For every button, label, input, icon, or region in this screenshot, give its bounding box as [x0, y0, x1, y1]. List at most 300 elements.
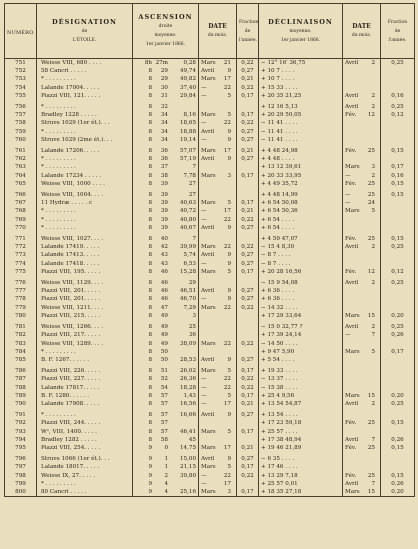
- year-fraction: 0,22: [237, 84, 259, 92]
- date-of-month-2: [343, 172, 381, 180]
- declination: + 9 47 5,90: [259, 348, 343, 356]
- declination: + 20 28 16,56: [259, 268, 343, 276]
- ra-seconds: 49,74: [179, 68, 196, 75]
- right-ascension: [133, 400, 199, 408]
- month: Mars: [201, 428, 216, 435]
- table-row: [5, 180, 415, 188]
- date-of-month-2: [343, 320, 381, 331]
- ra-minutes: 50: [160, 348, 168, 355]
- ra-seconds: 45: [188, 436, 196, 443]
- table-row: [5, 312, 415, 320]
- date-of-month: [199, 128, 237, 136]
- date-of-month: [199, 400, 237, 408]
- date-of-month: [199, 199, 237, 207]
- table-row: [5, 480, 415, 488]
- day: 17: [223, 480, 231, 487]
- day: 22: [223, 340, 231, 347]
- table-row: [5, 84, 415, 92]
- declination: + 6 36 . . . .: [259, 295, 343, 303]
- ra-hours: 8: [148, 172, 152, 179]
- year-fraction-2: [381, 224, 415, 232]
- star-designation: Piazzi VIII, 244. . . . .: [37, 419, 133, 427]
- table-row: [5, 276, 415, 287]
- right-ascension: [133, 375, 199, 383]
- day: 7: [371, 332, 375, 339]
- day: 22: [223, 376, 231, 383]
- month: —: [201, 480, 207, 487]
- year-fraction-2: 0,26: [381, 331, 415, 339]
- year-fraction: 0,17: [237, 268, 259, 276]
- year-fraction-2: 0,20: [381, 392, 415, 400]
- table-row: [5, 331, 415, 339]
- year-fraction: [237, 163, 259, 171]
- year-fraction: 0,17: [237, 199, 259, 207]
- year-fraction: 0,17: [237, 92, 259, 100]
- date-of-month: [199, 304, 237, 312]
- row-number: 774: [5, 260, 37, 268]
- month: —: [201, 208, 207, 215]
- ra-minutes: 4: [164, 488, 168, 495]
- date-of-month-2: [343, 243, 381, 251]
- row-number: 793: [5, 428, 37, 436]
- month: Avril: [345, 104, 359, 111]
- right-ascension: [133, 216, 199, 224]
- month: Avril: [345, 436, 359, 443]
- day: 22: [223, 304, 231, 311]
- right-ascension: [133, 331, 199, 339]
- month: Avril: [201, 456, 215, 463]
- ra-seconds: 0,28: [183, 60, 196, 66]
- ra-hours: 8h: [144, 60, 152, 66]
- month: Avril: [345, 400, 359, 407]
- month: —: [201, 260, 207, 267]
- month: Avril: [201, 288, 215, 295]
- table-row: [5, 207, 415, 215]
- ra-seconds: 57,19: [179, 156, 196, 163]
- ra-hours: 8: [148, 128, 152, 135]
- ra-seconds: 3: [192, 312, 196, 319]
- declination: + 6 54 . . . .: [259, 216, 343, 224]
- ra-minutes: 39: [160, 224, 168, 231]
- star-designation: Lalande 17817. . . . .: [37, 384, 133, 392]
- table-row: [5, 268, 415, 276]
- table-row: [5, 188, 415, 199]
- star-designation: Lalande 17413. . . . .: [37, 251, 133, 259]
- month: Fév.: [345, 268, 357, 275]
- star-designation: Bradley 1228 . . . . .: [37, 111, 133, 119]
- row-number: 759: [5, 128, 37, 136]
- ra-minutes: 57: [160, 400, 168, 407]
- row-number: 782: [5, 331, 37, 339]
- ra-hours: 8: [148, 280, 152, 287]
- year-fraction: 0,22: [237, 304, 259, 312]
- ra-minutes: 57: [160, 428, 168, 435]
- month: Avril: [201, 156, 215, 163]
- declination: + 5 54 . . . .: [259, 356, 343, 364]
- star-designation: * . . . . . . . . .: [37, 207, 133, 215]
- right-ascension: [133, 488, 199, 497]
- date-of-month: [199, 444, 237, 452]
- ra-hours: 8: [148, 332, 152, 339]
- day: 5: [227, 112, 231, 119]
- year-fraction-2: [381, 287, 415, 295]
- table-row: [5, 75, 415, 83]
- year-fraction: 0,22: [237, 340, 259, 348]
- ra-seconds: 39,99: [179, 244, 196, 251]
- row-number: 769: [5, 216, 37, 224]
- date-of-month: [199, 320, 237, 331]
- ra-hours: 8: [148, 324, 152, 331]
- date-of-month: [199, 92, 237, 100]
- year-fraction: 0,17: [237, 463, 259, 471]
- ra-minutes: 38: [160, 172, 168, 179]
- date-of-month-2: [343, 84, 381, 92]
- ra-hours: 8: [148, 156, 152, 163]
- year-fraction: [237, 348, 259, 356]
- date-of-month: [199, 84, 237, 92]
- ra-seconds: 28,53: [179, 356, 196, 363]
- year-fraction-2: [381, 199, 415, 207]
- row-number: 789: [5, 392, 37, 400]
- month: Mars: [345, 348, 360, 355]
- star-designation: Lalande 17234 . . . . .: [37, 172, 133, 180]
- declination: + 4 48 24,98: [259, 144, 343, 155]
- day: 5: [227, 428, 231, 435]
- ra-minutes: 34: [160, 120, 168, 127]
- ra-minutes: 46: [160, 296, 168, 303]
- star-designation: Weisse VIII, 1289. . . .: [37, 340, 133, 348]
- ra-minutes: 49: [160, 332, 168, 339]
- month: Mars: [201, 200, 216, 207]
- right-ascension: [133, 348, 199, 356]
- right-ascension: [133, 304, 199, 312]
- year-fraction: [237, 436, 259, 444]
- ra-hours: 8: [148, 392, 152, 399]
- day: 9: [227, 288, 231, 295]
- year-fraction: 0,27: [237, 408, 259, 419]
- year-fraction: 0,21: [237, 75, 259, 83]
- year-fraction-2: 0,25: [381, 276, 415, 287]
- right-ascension: [133, 119, 199, 127]
- ra-seconds: 36: [188, 332, 196, 339]
- star-designation: Piazzi VIII, 227. . . . .: [37, 375, 133, 383]
- day: 5: [227, 92, 231, 99]
- month: —: [201, 120, 207, 127]
- month: Avril: [201, 128, 215, 135]
- day: 7: [371, 436, 375, 443]
- day: 15: [367, 488, 375, 495]
- year-fraction: 0,22: [237, 472, 259, 480]
- right-ascension: [133, 243, 199, 251]
- table-row: [5, 216, 415, 224]
- declination: + 17 23 59,18: [259, 419, 343, 427]
- day: 7: [371, 480, 375, 487]
- date-of-month-2: [343, 340, 381, 348]
- month: —: [345, 192, 351, 199]
- star-designation: Weisse VIII, 1004. . . .: [37, 188, 133, 199]
- date-of-month: [199, 111, 237, 119]
- row-number: 752: [5, 67, 37, 75]
- year-fraction: 0,27: [237, 224, 259, 232]
- day: 17: [223, 400, 231, 407]
- month: Avril: [201, 68, 215, 75]
- year-fraction-2: 0,25: [381, 100, 415, 111]
- ra-minutes: 54: [160, 384, 168, 391]
- right-ascension: [133, 188, 199, 199]
- ra-minutes: 27m: [155, 60, 168, 66]
- date-of-month-2: [343, 463, 381, 471]
- ra-minutes: 36: [160, 156, 168, 163]
- year-fraction: 0,27: [237, 155, 259, 163]
- date-of-month-2: [343, 260, 381, 268]
- year-fraction-2: [381, 356, 415, 364]
- date-of-month: [199, 295, 237, 303]
- star-catalogue-table: [4, 3, 415, 497]
- month: —: [201, 400, 207, 407]
- date-of-month-2: [343, 452, 381, 463]
- date-of-month-2: [343, 408, 381, 419]
- right-ascension: [133, 260, 199, 268]
- right-ascension: [133, 312, 199, 320]
- table-row: [5, 111, 415, 119]
- date-of-month: [199, 155, 237, 163]
- day: 2: [371, 280, 375, 287]
- date-of-month: [199, 119, 237, 127]
- ra-hours: 8: [148, 288, 152, 295]
- star-designation: Wᵉ, VIII, 1400. . . . .: [37, 428, 133, 436]
- date-of-month: [199, 364, 237, 375]
- ra-hours: 8: [148, 164, 152, 171]
- table-row: [5, 67, 415, 75]
- date-of-month-2: [343, 287, 381, 295]
- right-ascension: [133, 340, 199, 348]
- day: 2: [371, 244, 375, 251]
- year-fraction: 0,27: [237, 452, 259, 463]
- ra-hours: 8: [148, 348, 152, 355]
- day: 17: [223, 208, 231, 215]
- ra-minutes: 1: [164, 464, 168, 471]
- table-row: [5, 348, 415, 356]
- date-of-month: [199, 472, 237, 480]
- ra-hours: 8: [148, 304, 152, 311]
- month: Mars: [345, 208, 360, 215]
- declination: + 20 29 50,05: [259, 111, 343, 119]
- year-fraction-2: 0,15: [381, 232, 415, 243]
- declination: + 6 54 50,08: [259, 199, 343, 207]
- row-number: 797: [5, 463, 37, 471]
- year-fraction: 0,21: [237, 207, 259, 215]
- right-ascension: [133, 384, 199, 392]
- day: 22: [223, 384, 231, 391]
- row-number: 783: [5, 340, 37, 348]
- star-designation: Piazzi VIII, 217. . . . .: [37, 331, 133, 339]
- star-designation: Struve 1066 (1er ét.). . .: [37, 452, 133, 463]
- year-fraction: 0,21: [237, 400, 259, 408]
- row-number: 767: [5, 199, 37, 207]
- ra-minutes: 46: [160, 288, 168, 295]
- ra-minutes: 4: [164, 480, 168, 487]
- declination: + 6 54 50,36: [259, 207, 343, 215]
- declination: + 20 33 33,95: [259, 172, 343, 180]
- ra-hours: 8: [148, 92, 152, 99]
- row-number: 791: [5, 408, 37, 419]
- ra-hours: 8: [148, 252, 152, 259]
- star-designation: Lalande 17418. . . . .: [37, 260, 133, 268]
- year-fraction-2: 0,15: [381, 180, 415, 188]
- declination: + 25 4 9,56: [259, 392, 343, 400]
- month: Avril: [345, 280, 359, 287]
- day: 24: [367, 200, 375, 207]
- table-row: [5, 428, 415, 436]
- ra-seconds: 40,63: [179, 200, 196, 207]
- month: Mars: [201, 172, 216, 179]
- header-date: DATE du mois.: [199, 4, 237, 59]
- declination: − 11 41 . . . .: [259, 136, 343, 144]
- table-row: [5, 436, 415, 444]
- right-ascension: [133, 287, 199, 295]
- month: Mars: [201, 148, 216, 155]
- ra-minutes: 42: [160, 244, 168, 251]
- row-number: 758: [5, 119, 37, 127]
- year-fraction: 0,22: [237, 119, 259, 127]
- day: 22: [223, 472, 231, 479]
- ra-hours: 8: [148, 436, 152, 443]
- ra-hours: 8: [148, 68, 152, 75]
- year-fraction: 0,21: [237, 444, 259, 452]
- date-of-month: [199, 180, 237, 188]
- month: —: [201, 136, 207, 143]
- date-of-month-2: [343, 488, 381, 497]
- day: 9: [227, 456, 231, 463]
- ra-seconds: 29: [188, 280, 196, 287]
- row-number: 795: [5, 444, 37, 452]
- year-fraction-2: [381, 128, 415, 136]
- date-of-month-2: [343, 480, 381, 488]
- star-designation: Piazzi VIII, 195. . . . .: [37, 268, 133, 276]
- month: Avril: [345, 244, 359, 251]
- month: Fév.: [345, 148, 357, 155]
- date-of-month-2: [343, 136, 381, 144]
- year-fraction-2: 0,17: [381, 163, 415, 171]
- ra-seconds: 40,72: [179, 208, 196, 215]
- day: 22: [223, 244, 231, 251]
- declination: + 6 36 . . . .: [259, 287, 343, 295]
- ra-seconds: 15,28: [179, 268, 196, 275]
- table-row: [5, 119, 415, 127]
- year-fraction-2: 0,26: [381, 436, 415, 444]
- date-of-month-2: [343, 384, 381, 392]
- day: 9: [227, 128, 231, 135]
- star-designation: Struve 1029 (1er ét.). . .: [37, 119, 133, 127]
- year-fraction: 0,17: [237, 172, 259, 180]
- date-of-month: [199, 260, 237, 268]
- declination: − 15 0 32,77 ?: [259, 320, 343, 331]
- ra-seconds: 21,15: [179, 464, 196, 471]
- ra-minutes: 49: [160, 312, 168, 319]
- right-ascension: [133, 136, 199, 144]
- year-fraction: 0,17: [237, 111, 259, 119]
- declination: + 19 46 21,89: [259, 444, 343, 452]
- declination: + 13 54 54,87: [259, 400, 343, 408]
- right-ascension: [133, 251, 199, 259]
- declination: − 13 37 . . . .: [259, 375, 343, 383]
- year-fraction: [237, 331, 259, 339]
- ra-seconds: 40,67: [179, 224, 196, 231]
- declination: − 8 7 . . . .: [259, 251, 343, 259]
- month: Fév.: [345, 236, 357, 243]
- year-fraction-2: [381, 75, 415, 83]
- row-number: 754: [5, 84, 37, 92]
- right-ascension: [133, 232, 199, 243]
- row-number: 800: [5, 488, 37, 497]
- ra-minutes: 39: [160, 192, 168, 199]
- day: 9: [227, 156, 231, 163]
- row-number: 787: [5, 375, 37, 383]
- year-fraction-2: [381, 216, 415, 224]
- ra-seconds: 7,29: [183, 304, 196, 311]
- day: 9: [227, 136, 231, 143]
- star-designation: * . . . . . . . . .: [37, 128, 133, 136]
- day: 25: [367, 444, 375, 451]
- date-of-month: [199, 452, 237, 463]
- table-row: [5, 356, 415, 364]
- declination: + 25 57 . . . .: [259, 428, 343, 436]
- year-fraction-2: 0,15: [381, 188, 415, 199]
- date-of-month-2: [343, 163, 381, 171]
- year-fraction: [237, 419, 259, 427]
- star-designation: Piazzi VIII, 201. . . . .: [37, 295, 133, 303]
- ra-hours: 8: [148, 420, 152, 427]
- year-fraction: 0,27: [237, 251, 259, 259]
- star-designation: Struve 1029 (2me ét.). . .: [37, 136, 133, 144]
- ra-seconds: 1,43: [183, 392, 196, 399]
- ra-minutes: 52: [160, 376, 168, 383]
- year-fraction: 0,27: [237, 295, 259, 303]
- right-ascension: [133, 428, 199, 436]
- table-row: [5, 320, 415, 331]
- ra-minutes: 29: [160, 68, 168, 75]
- year-fraction-2: [381, 408, 415, 419]
- ra-hours: 8: [148, 224, 152, 231]
- date-of-month: [199, 408, 237, 419]
- day: 12: [367, 268, 375, 275]
- day: 5: [227, 368, 231, 375]
- row-number: 790: [5, 400, 37, 408]
- year-fraction-2: 0,16: [381, 172, 415, 180]
- ra-minutes: 40: [160, 236, 168, 243]
- ra-seconds: 7: [192, 236, 196, 243]
- year-fraction-2: 0,20: [381, 488, 415, 497]
- table-row: [5, 384, 415, 392]
- table-row: [5, 340, 415, 348]
- ra-seconds: 8,16: [183, 112, 196, 119]
- year-fraction-2: [381, 207, 415, 215]
- day: 2: [371, 400, 375, 407]
- table-row: [5, 463, 415, 471]
- declination: − 11 41 . . . .: [259, 119, 343, 127]
- ra-minutes: 49: [160, 324, 168, 331]
- year-fraction-2: [381, 119, 415, 127]
- table-row: [5, 172, 415, 180]
- day: 2: [371, 172, 375, 179]
- ra-hours: 8: [148, 260, 152, 267]
- header-designation: DÉSIGNATION de L'ÉTOILE.: [37, 4, 133, 59]
- star-designation: Lalande 18017. . . . .: [37, 463, 133, 471]
- ra-minutes: 47: [160, 304, 168, 311]
- right-ascension: [133, 67, 199, 75]
- date-of-month-2: [343, 436, 381, 444]
- month: Avril: [345, 480, 359, 487]
